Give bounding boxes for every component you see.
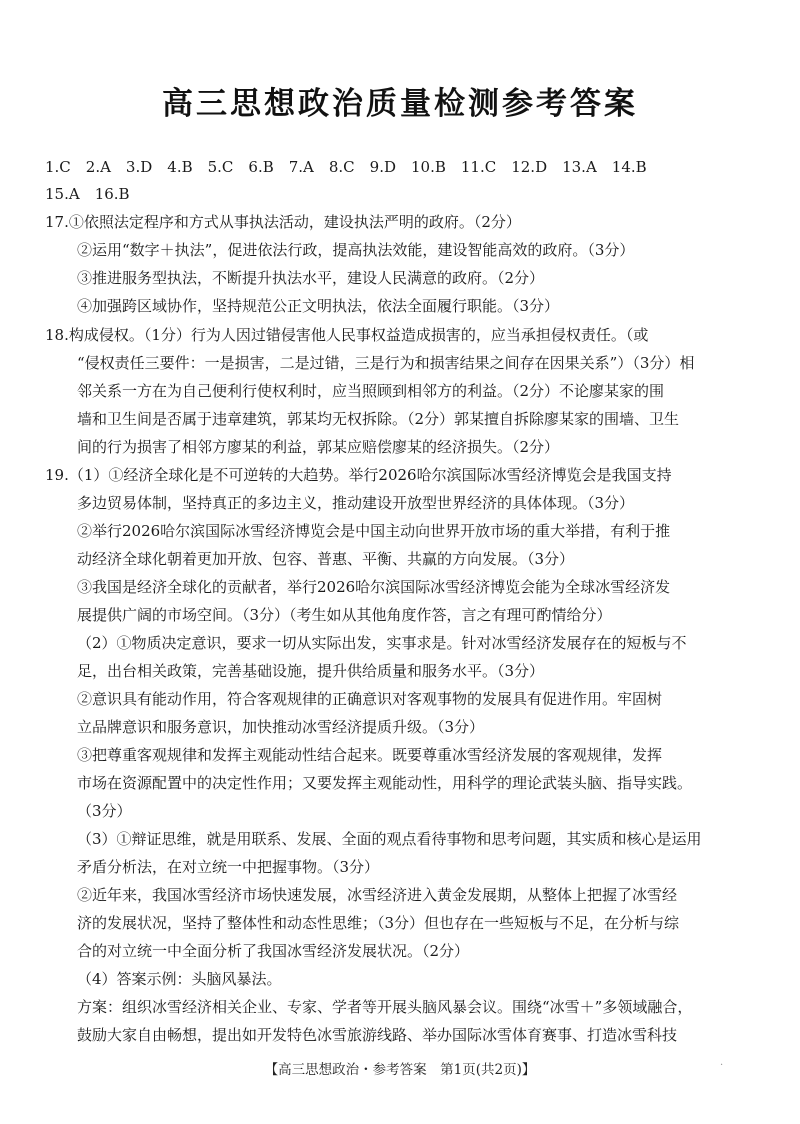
- answer-line: 17.①依照法定程序和方式从事执法活动，建设执法严明的政府。（2分）: [45, 213, 521, 231]
- answer-line: 立品牌意识和服务意识，加快推动冰雪经济提质升级。（3分）: [77, 718, 485, 736]
- answer-line: 矛盾分析法，在对立统一中把握事物。（3分）: [77, 858, 380, 876]
- answer-line: 多边贸易体制，坚持真正的多边主义，推动建设开放型世界经济的具体体现。（3分）: [77, 494, 635, 512]
- page-title: 高三思想政治质量检测参考答案: [162, 86, 638, 122]
- answer-line: 鼓励大家自由畅想，提出如开发特色冰雪旅游线路、举办国际冰雪体育赛事、打造冰雪科技: [77, 1026, 678, 1044]
- answer-line: ③我国是经济全球化的贡献者，举行2026哈尔滨国际冰雪经济博览会能为全球冰雪经济发: [77, 578, 671, 596]
- answer-line: ③把尊重客观规律和发挥主观能动性结合起来。既要尊重冰雪经济发展的客观规律，发挥: [77, 746, 663, 764]
- answer-line: 1.C 2.A 3.D 4.B 5.C 6.B 7.A 8.C 9.D 10.B 11.C 12.D 13.A 14.B: [45, 158, 647, 176]
- answer-line: ③推进服务型执法，不断提升执法水平，建设人民满意的政府。（2分）: [77, 269, 545, 287]
- answer-line: “侵权责任三要件：一是损害，二是过错，三是行为和损害结果之间存在因果关系”）（3分）相: [77, 354, 695, 372]
- answer-line: 间的行为损害了相邻方廖某的利益，郭某应赔偿廖某的经济损失。（2分）: [77, 438, 560, 456]
- answer-line: （3分）: [77, 802, 132, 820]
- answer-line: ②举行2026哈尔滨国际冰雪经济博览会是中国主动向世界开放市场的重大举措，有利于推: [77, 522, 671, 540]
- answer-line: ④加强跨区域协作，坚持规范公正文明执法，依法全面履行职能。（3分）: [77, 297, 560, 315]
- answer-line: 合的对立统一中全面分析了我国冰雪经济发展状况。（2分）: [77, 942, 470, 960]
- answer-line: 济的发展状况，坚持了整体性和动态性思维；（3分）但也存在一些短板与不足，在分析与综: [77, 914, 680, 932]
- answer-line: ②意识具有能动作用，符合客观规律的正确意识对客观事物的发展具有促进作用。牢固树: [77, 690, 663, 708]
- answer-line: ②近年来，我国冰雪经济市场快速发展，冰雪经济进入黄金发展期，从整体上把握了冰雪经: [77, 886, 678, 904]
- answer-line: 市场在资源配置中的决定性作用；又要发挥主观能动性，用科学的理论武装头脑、指导实践。: [77, 774, 693, 792]
- page-footer: 【高三思想政治・参考答案 第1页(共2页)】: [264, 1062, 536, 1078]
- answer-line: 动经济全球化朝着更加开放、包容、普惠、平衡、共赢的方向发展。（3分）: [77, 550, 575, 568]
- answer-line: 足，出台相关政策，完善基础设施，提升供给质量和服务水平。（3分）: [77, 662, 545, 680]
- answer-line: 邻关系一方在为自己便利行使权利时，应当照顾到相邻方的利益。（2分）不论廖某家的围: [77, 382, 665, 400]
- answer-line: 展提供广阔的市场空间。（3分）（考生如从其他角度作答，言之有理可酌情给分）: [77, 606, 612, 624]
- answer-line: ②运用“数字＋执法”，促进依法行政，提高执法效能，建设智能高效的政府。（3分）: [77, 241, 635, 259]
- answer-line: 15.A 16.B: [45, 185, 130, 203]
- answer-line: 18.构成侵权。（1分）行为人因过错侵害他人民事权益造成损害的，应当承担侵权责任。（或: [45, 326, 649, 344]
- corner-mark: ·: [720, 1060, 724, 1071]
- answer-line: （2）①物质决定意识，要求一切从实际出发，实事求是。针对冰雪经济发展存在的短板与不: [77, 634, 687, 652]
- answer-line: （4）答案示例：头脑风暴法。: [77, 970, 282, 988]
- answer-line: 19.（1）①经济全球化是不可逆转的大趋势。举行2026哈尔滨国际冰雪经济博览会是我国支持: [45, 466, 672, 484]
- answer-line: 墙和卫生间是否属于违章建筑，郭某均无权拆除。（2分）郭某擅自拆除廖某家的围墙、卫生: [77, 410, 680, 428]
- answer-line: 方案：组织冰雪经济相关企业、专家、学者等开展头脑风暴会议。围绕“冰雪＋”多领域融合，: [77, 998, 693, 1016]
- answer-line: （3）①辩证思维，就是用联系、发展、全面的观点看待事物和思考问题，其实质和核心是运用: [77, 830, 702, 848]
